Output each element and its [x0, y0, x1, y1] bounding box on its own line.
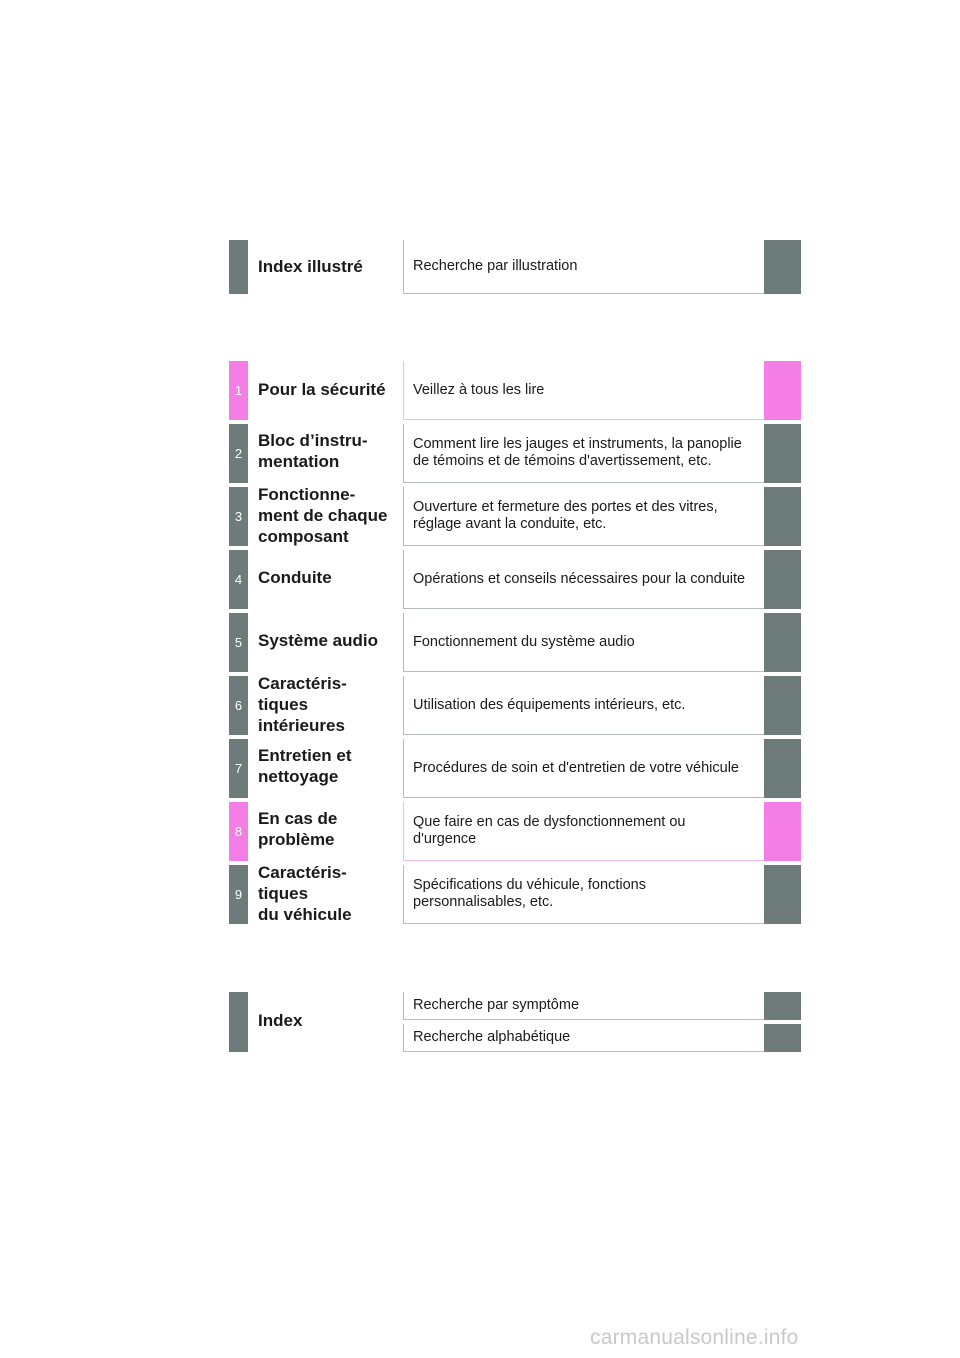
watermark: carmanualsonline.info: [590, 1326, 799, 1349]
chapter-5-row[interactable]: [229, 613, 801, 672]
illustrated-index-end-tab: [764, 240, 801, 294]
chapter-3-description: Ouverture et fermeture des portes et des vitres, réglage avant la conduite, etc.: [403, 487, 764, 546]
chapter-4-title: Conduite: [258, 568, 332, 587]
chapter-1-title: Pour la sécurité: [258, 380, 386, 399]
chapter-9-description: Spécifications du véhicule, fonctions personnalisables, etc.: [403, 865, 764, 924]
chapter-4-description: Opérations et conseils nécessaires pour la conduite: [403, 550, 764, 609]
index-tab: [229, 992, 248, 1052]
chapter-8-title: En cas de problème: [258, 809, 338, 849]
chapter-1-end-tab: [764, 361, 801, 420]
chapter-8-row[interactable]: [229, 802, 801, 861]
index-title: Index: [258, 1011, 303, 1030]
chapter-4-end-tab: [764, 550, 801, 609]
chapter-9-row[interactable]: [229, 865, 801, 924]
chapter-9-number: 9: [229, 865, 248, 924]
chapter-6-row[interactable]: [229, 676, 801, 735]
chapter-5-end-tab: [764, 613, 801, 672]
chapter-8-description: Que faire en cas de dysfonctionnement ou d'urgence: [403, 802, 764, 861]
chapter-6-number: 6: [229, 676, 248, 735]
chapter-3-end-tab: [764, 487, 801, 546]
chapter-4-number: 4: [229, 550, 248, 609]
chapter-7-description: Procédures de soin et d'entretien de votre véhicule: [403, 739, 764, 798]
index-entry-alphabetical-end-tab: [764, 1024, 801, 1052]
chapter-7-number: 7: [229, 739, 248, 798]
chapter-2-end-tab: [764, 424, 801, 483]
chapter-4-row[interactable]: [229, 550, 801, 609]
chapter-5-title: Système audio: [258, 631, 378, 650]
index-entry-symptom-end-tab: [764, 992, 801, 1020]
index-section: [229, 992, 801, 1052]
chapter-1-description: Veillez à tous les lire: [403, 361, 764, 420]
chapter-7-row[interactable]: [229, 739, 801, 798]
chapter-2-description: Comment lire les jauges et instruments, la panoplie de témoins et de témoins d'avertissement, etc.: [403, 424, 764, 483]
chapter-8-number: 8: [229, 802, 248, 861]
chapter-6-title: Caractéris- tiques intérieures: [258, 674, 347, 735]
chapter-8-end-tab: [764, 802, 801, 861]
chapter-3-number: 3: [229, 487, 248, 546]
chapter-6-description: Utilisation des équipements intérieurs, etc.: [403, 676, 764, 735]
chapter-3-title: Fonctionne- ment de chaque composant: [258, 485, 388, 546]
chapter-3-row[interactable]: [229, 487, 801, 546]
chapter-7-title: Entretien et nettoyage: [258, 746, 352, 786]
illustrated-index-description: Recherche par illustration: [403, 240, 764, 294]
illustrated-index-row[interactable]: [229, 240, 801, 294]
chapter-5-number: 5: [229, 613, 248, 672]
index-entry-alphabetical[interactable]: Recherche alphabétique: [403, 1024, 764, 1052]
chapter-1-number: 1: [229, 361, 248, 420]
chapter-9-end-tab: [764, 865, 801, 924]
chapter-9-title: Caractéris- tiques du véhicule: [258, 863, 352, 924]
index-entry-symptom[interactable]: Recherche par symptôme: [403, 992, 764, 1020]
chapter-2-title: Bloc d’instru- mentation: [258, 431, 368, 471]
chapter-5-description: Fonctionnement du système audio: [403, 613, 764, 672]
chapter-1-row[interactable]: [229, 361, 801, 420]
chapter-6-end-tab: [764, 676, 801, 735]
illustrated-index-tab: [229, 240, 248, 294]
chapter-7-end-tab: [764, 739, 801, 798]
illustrated-index-title: Index illustré: [258, 257, 363, 276]
chapter-2-number: 2: [229, 424, 248, 483]
chapter-2-row[interactable]: [229, 424, 801, 483]
